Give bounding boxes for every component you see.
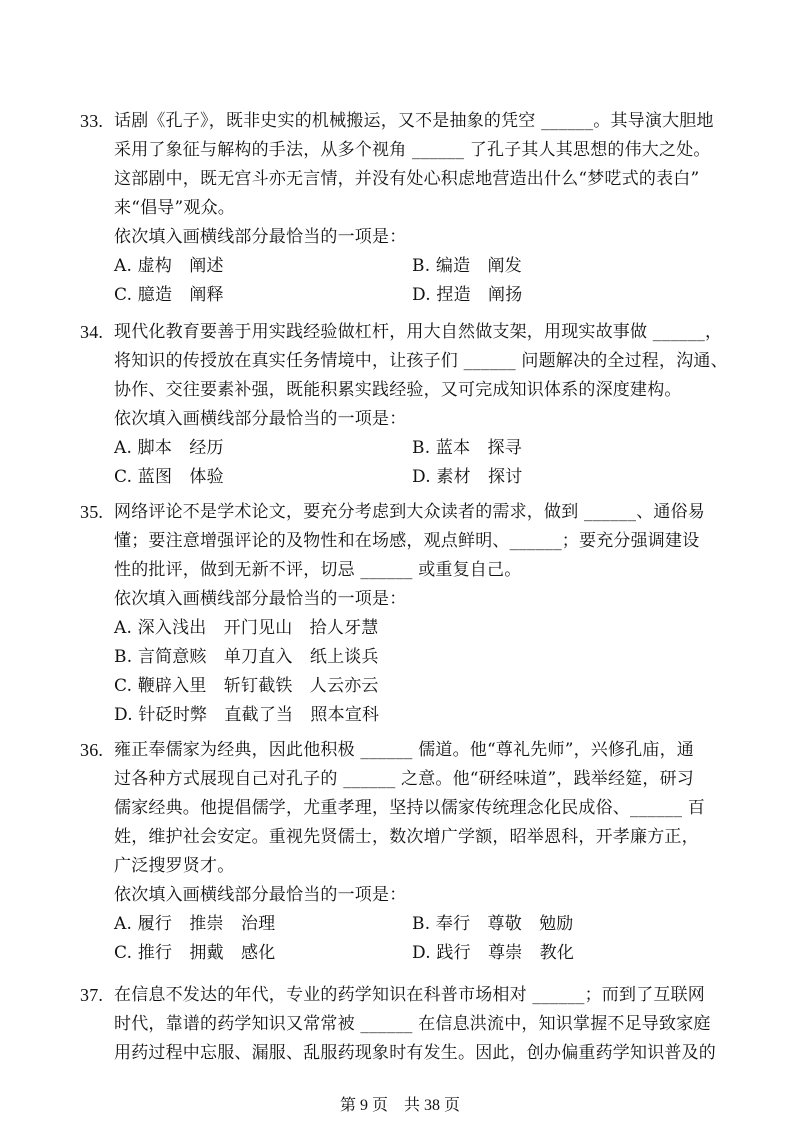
question-line: 姓，维护社会安定。重视先贤儒士，数次增广学额，昭举恩科，开孝廉方正， bbox=[114, 827, 699, 847]
question-line: 时代，靠谱的药学知识又常常被 ______ 在信息洪流中，知识掌握不足导致家庭 bbox=[114, 1014, 711, 1034]
question-line: 用药过程中忘服、漏服、乱服药现象时有发生。因此，创办偏重药学知识普及的 bbox=[114, 1043, 716, 1063]
question-line bbox=[80, 736, 720, 765]
question-34 bbox=[80, 318, 728, 492]
question-number: 35. bbox=[80, 502, 104, 522]
options-row bbox=[80, 252, 720, 281]
option-d: D. 践行 尊崇 教化 bbox=[412, 943, 575, 963]
question-line: 来“倡导”观众。 bbox=[114, 198, 235, 218]
question-text: 雍正奉儒家为经典，因此他积极 ______ 儒道。他“尊礼先师”，兴修孔庙，通 bbox=[114, 740, 694, 760]
option-b: B. 蓝本 探寻 bbox=[412, 438, 522, 458]
options-row bbox=[80, 281, 720, 310]
question-line bbox=[80, 498, 720, 527]
option-b: B. 言简意赅 单刀直入 纸上谈兵 bbox=[114, 647, 379, 667]
question-text: 在信息不发达的年代，专业的药学知识在科普市场相对 ______；而到了互联网 bbox=[114, 985, 706, 1005]
question-number: 34. bbox=[80, 322, 104, 342]
option-b: B. 编造 阐发 bbox=[412, 256, 522, 276]
question-36 bbox=[80, 736, 720, 968]
question-37 bbox=[80, 981, 720, 1068]
option-a: A. 深入浅出 开门见山 拾人牙慧 bbox=[114, 618, 379, 638]
question-line: 儒家经典。他提倡儒学，尤重孝理，坚持以儒家传统理念化民成俗、______ 百 bbox=[114, 798, 706, 818]
question-line: 将知识的传授放在真实任务情境中，让孩子们 ______ 问题解决的全过程，沟通、 bbox=[114, 351, 728, 371]
option-c: C. 臆造 阐释 bbox=[114, 285, 224, 305]
question-line: 懂；要注意增强评论的及物性和在场感，观点鲜明、______；要充分强调建设 bbox=[114, 531, 700, 551]
option-b: B. 奉行 尊敬 勉励 bbox=[412, 914, 574, 934]
options-row bbox=[80, 434, 720, 463]
question-prompt: 依次填入画横线部分最恰当的一项是： bbox=[114, 885, 407, 905]
question-number: 33. bbox=[80, 111, 104, 131]
question-prompt: 依次填入画横线部分最恰当的一项是： bbox=[114, 227, 407, 247]
options-row bbox=[80, 939, 720, 968]
question-line: 过各种方式展现自己对孔子的 ______ 之意。他“研经味道”，践举经筵，研习 bbox=[114, 769, 694, 789]
question-number: 37. bbox=[80, 985, 104, 1005]
question-text: 现代化教育要善于用实践经验做杠杆，用大自然做支架，用现实故事做 ______， bbox=[114, 322, 723, 342]
question-prompt: 依次填入画横线部分最恰当的一项是： bbox=[114, 589, 407, 609]
question-text: 网络评论不是学术论文，要充分考虑到大众读者的需求，做到 ______、通俗易 bbox=[114, 502, 706, 522]
question-line bbox=[80, 318, 723, 347]
option-c: C. 蓝图 体验 bbox=[114, 467, 224, 487]
question-35 bbox=[80, 498, 720, 730]
question-33 bbox=[80, 107, 720, 310]
question-line: 采用了象征与解构的手法，从多个视角 ______ 了孔子其人其思想的伟大之处。 bbox=[114, 140, 711, 160]
question-line: 性的批评，做到无新不评，切忌 ______ 或重复自己。 bbox=[114, 560, 522, 580]
option-d: D. 捏造 阐扬 bbox=[412, 285, 523, 305]
page-footer: 第 9 页 共 38 页 bbox=[339, 1097, 460, 1114]
option-d: D. 素材 探讨 bbox=[412, 467, 523, 487]
option-a: A. 虚构 阐述 bbox=[114, 256, 224, 276]
question-prompt: 依次填入画横线部分最恰当的一项是： bbox=[114, 409, 407, 429]
question-line: 广泛搜罗贤才。 bbox=[114, 856, 235, 876]
option-a: A. 履行 推崇 治理 bbox=[114, 914, 276, 934]
question-line: 这部剧中，既无宫斗亦无言情，并没有处心积虑地营造出什么“梦呓式的表白” bbox=[114, 169, 700, 189]
option-c: C. 推行 拥戴 感化 bbox=[114, 943, 276, 963]
question-line bbox=[80, 981, 720, 1010]
question-line: 协作、交往要素补强，既能积累实践经验，又可完成知识体系的深度建构。 bbox=[114, 380, 682, 400]
option-d: D. 针砭时弊 直截了当 照本宣科 bbox=[114, 705, 380, 725]
options-row bbox=[80, 463, 720, 492]
question-text: 话剧《孔子》，既非史实的机械搬运，又不是抽象的凭空 ______。其导演大胆地 bbox=[114, 111, 714, 131]
question-number: 36. bbox=[80, 740, 104, 760]
question-line bbox=[80, 107, 720, 136]
options-row bbox=[80, 910, 720, 939]
option-c: C. 鞭辟入里 斩钉截铁 人云亦云 bbox=[114, 676, 379, 696]
option-a: A. 脚本 经历 bbox=[114, 438, 224, 458]
